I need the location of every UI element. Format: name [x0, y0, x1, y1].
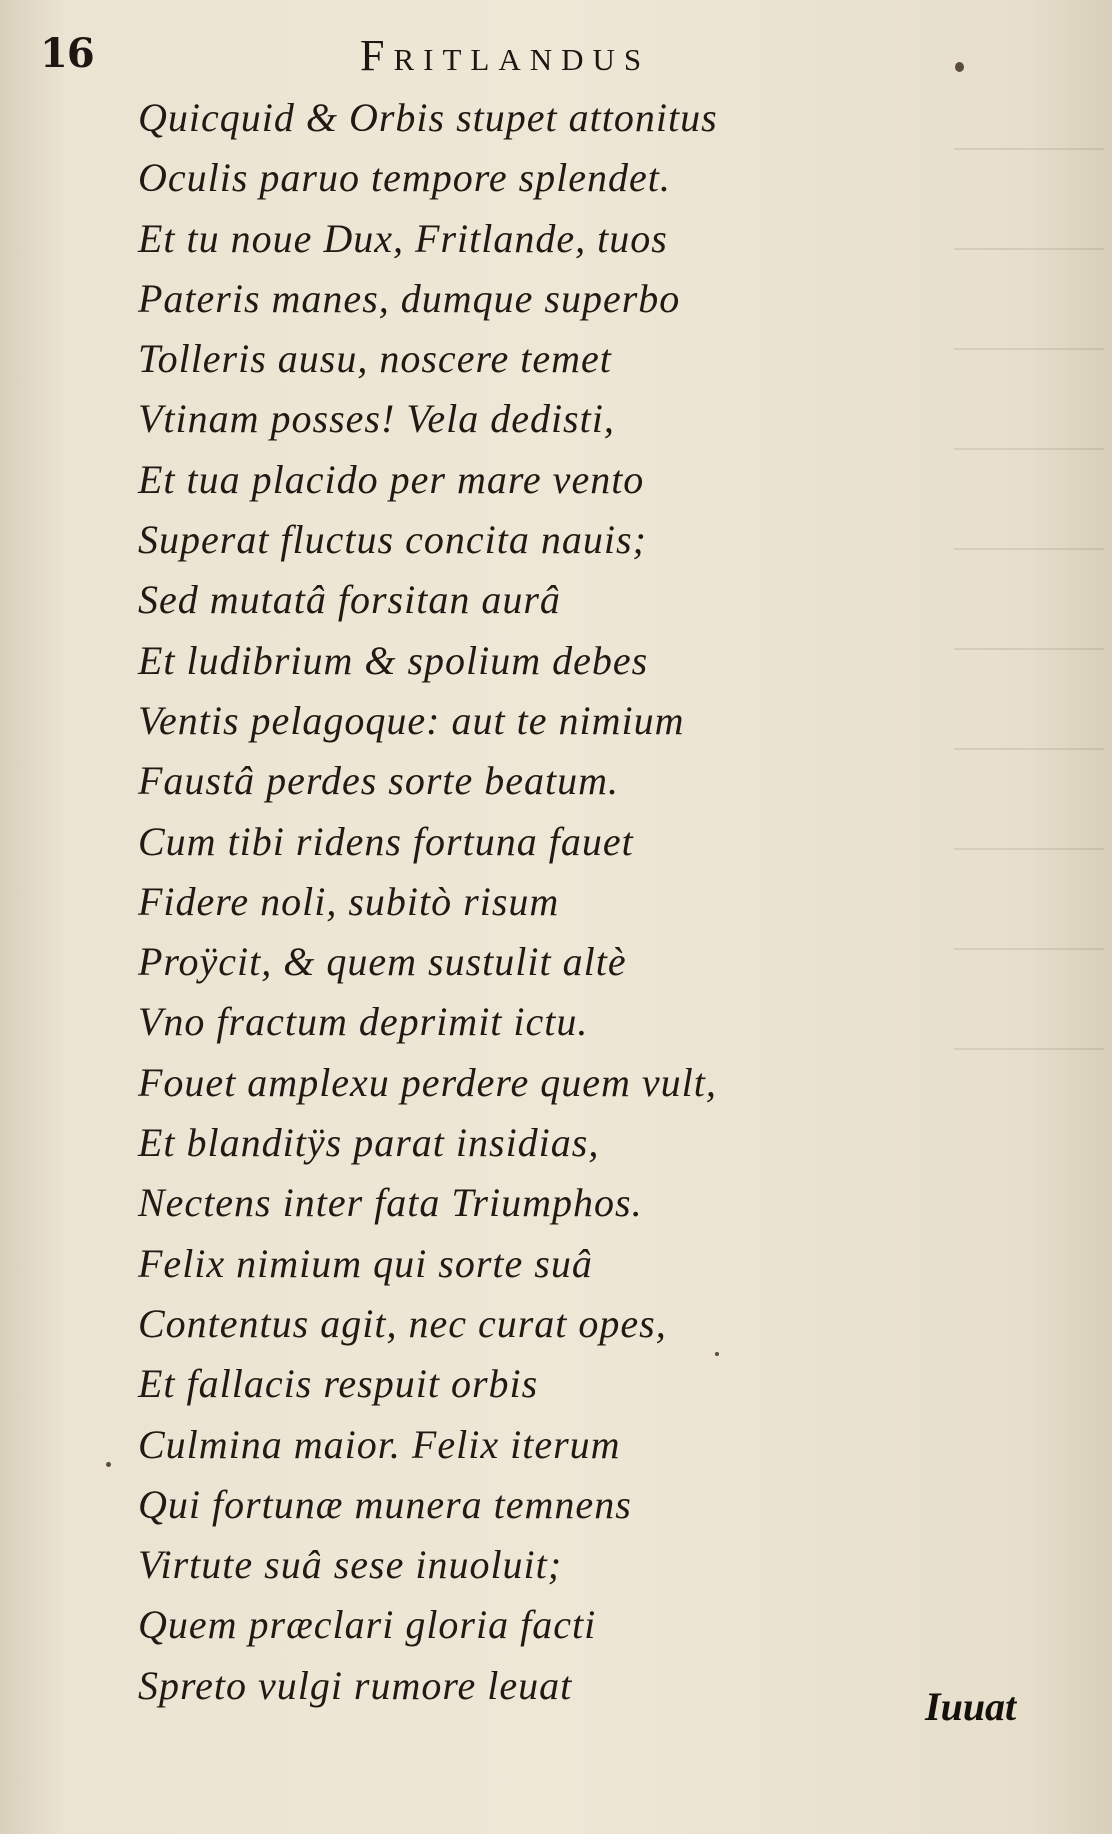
verse-line: Et fallacis respuit orbis	[138, 1361, 539, 1407]
verse-line: Ventis pelagoque: aut te nimium	[138, 697, 685, 743]
verse-line: Qui fortunæ munera temnens	[138, 1481, 632, 1527]
verse-line: Oculis paruo tempore splendet.	[138, 155, 671, 201]
verse-line: Et tu noue Dux, Fritlande, tuos	[138, 215, 668, 261]
verse-line: Fouet amplexu perdere quem vult,	[138, 1059, 717, 1105]
ink-speck	[715, 1352, 719, 1356]
verse-line: Et ludibrium & spolium debes	[138, 637, 649, 683]
catchword: Iuuat	[925, 1684, 1017, 1729]
verse-line: Cum tibi ridens fortuna fauet	[138, 818, 634, 864]
poem-text	[138, 88, 998, 1716]
verse-line: Quicquid & Orbis stupet attonitus	[138, 95, 718, 140]
verse-line: Pateris manes, dumque superbo	[138, 275, 681, 321]
verse-line: Fidere noli, subitò risum	[138, 878, 560, 924]
verse-line: Virtute suâ sese inuoluit;	[138, 1542, 563, 1588]
verse-line: Et tua placido per mare vento	[138, 456, 645, 502]
verse-line: Felix nimium qui sorte suâ	[138, 1240, 593, 1286]
verse-line: Quem præclari gloria facti	[138, 1602, 597, 1648]
verse-line: Spreto vulgi rumore leuat	[138, 1662, 573, 1708]
verse-line: Culmina maior. Felix iterum	[138, 1421, 621, 1467]
verse-line: Nectens inter fata Triumphos.	[138, 1180, 643, 1226]
ink-speck	[955, 62, 964, 72]
verse-line: Tolleris ausu, noscere temet	[138, 336, 612, 382]
ink-speck	[106, 1462, 111, 1467]
verse-line: Faustâ perdes sorte beatum.	[138, 758, 620, 804]
verse-line: Superat fluctus concita nauis;	[138, 517, 647, 563]
verse-line: Proÿcit, & quem sustulit altè	[138, 939, 627, 985]
verse-line: Contentus agit, nec curat opes,	[138, 1300, 667, 1346]
verse-line: Vno fractum deprimit ictu.	[138, 999, 589, 1045]
running-title: Fritlandus	[360, 31, 651, 80]
verse-line: Vtinam posses! Vela dedisti,	[138, 396, 615, 442]
page-number: 16	[40, 30, 94, 77]
verse-line: Et blanditÿs parat insidias,	[138, 1120, 600, 1166]
verse-line: Sed mutatâ forsitan aurâ	[138, 577, 561, 623]
